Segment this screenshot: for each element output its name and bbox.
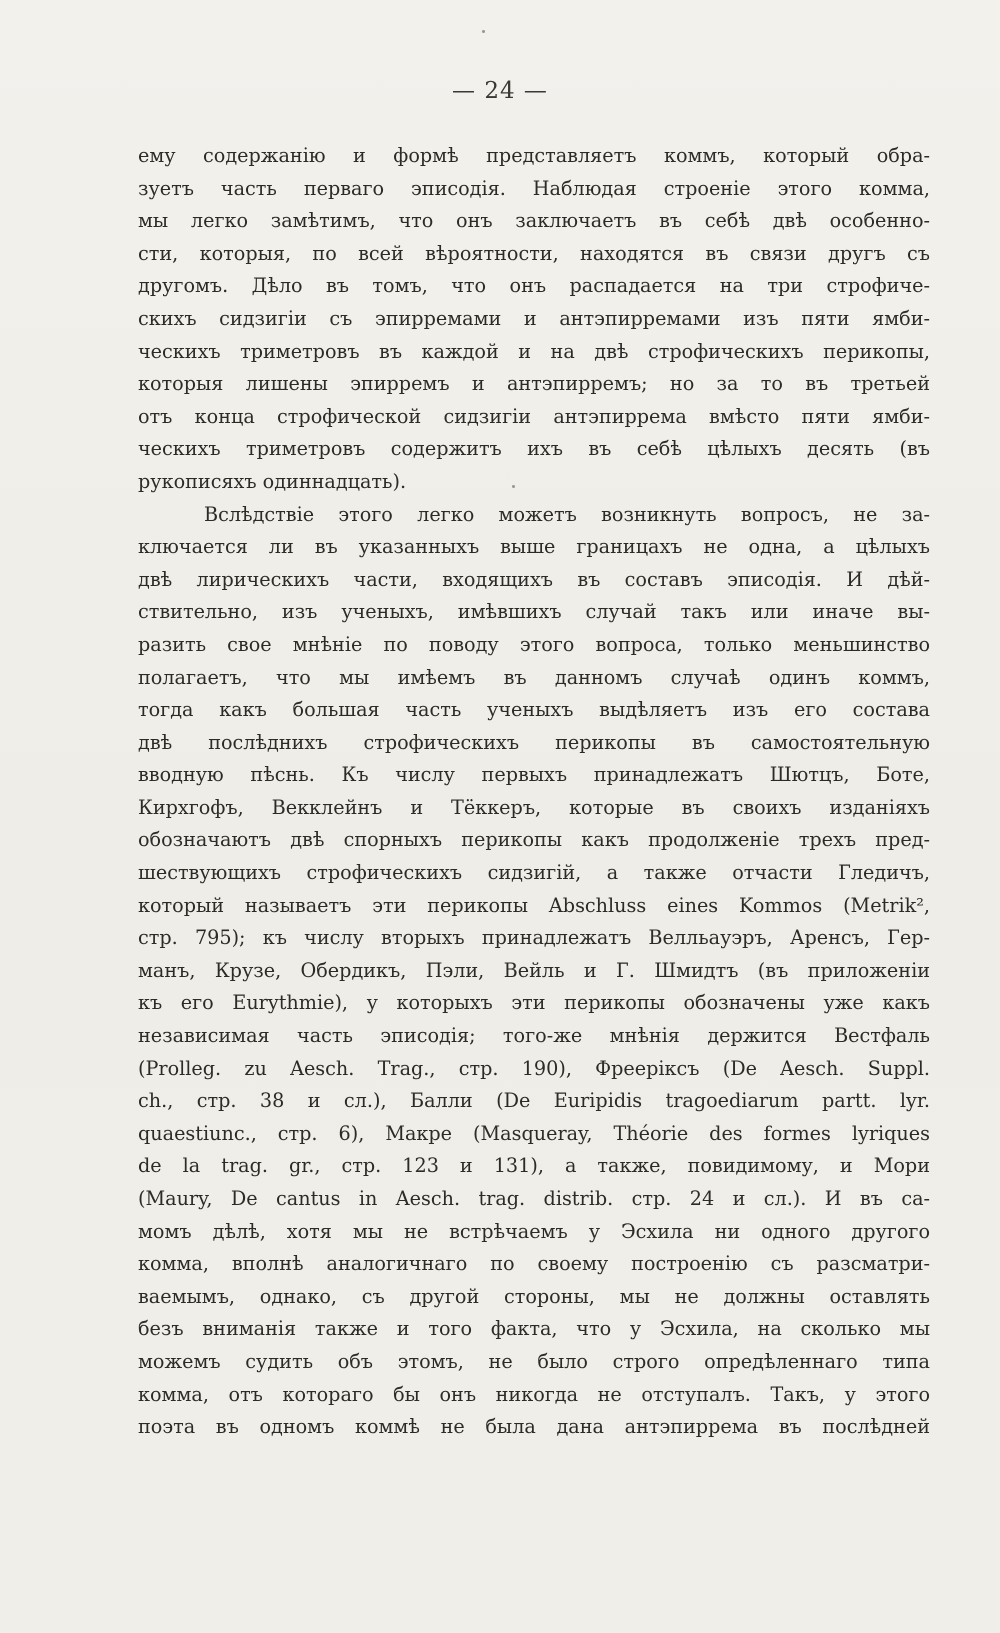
text-line: шествующихъ строфическихъ сидзигій, а также отчасти Гледичъ, (138, 861, 930, 885)
text-line: манъ, Крузе, Обердикъ, Пэли, Вейль и Г. Шмидтъ (въ приложеніи (138, 958, 930, 982)
text-line: de la trag. gr., стр. 123 и 131), а также, повидимому, и Мори (138, 1154, 930, 1178)
text-line: стр. 795); къ числу вторыхъ принадлежатъ Велльауэръ, Аренсъ, Гер- (138, 926, 930, 950)
text-line: зуетъ часть перваго эписодія. Наблюдая строеніе этого комма, (138, 176, 930, 200)
text-line: полагаетъ, что мы имѣемъ въ данномъ случаѣ одинъ коммъ, (138, 665, 930, 689)
text-line: можемъ судить объ этомъ, не было строго опредѣленнаго типа (138, 1349, 930, 1373)
text-line: ствительно, изъ ученыхъ, имѣвшихъ случай такъ или иначе вы- (138, 600, 930, 624)
text-line: независимая часть эписодія; того-же мнѣнія держится Вестфаль (138, 1024, 930, 1048)
text-line: двѣ лирическихъ части, входящихъ въ составъ эписодія. И дѣй- (138, 567, 930, 591)
text-line: поэта въ одномъ коммѣ не была дана антэпиррема въ послѣдней (138, 1415, 930, 1439)
paper-speck (512, 485, 515, 488)
text-line: ваемымъ, однако, съ другой стороны, мы не должны оставлять (138, 1284, 930, 1308)
text-line: Вслѣдствіе этого легко можетъ возникнуть вопросъ, не за- (204, 502, 930, 526)
paper-speck (482, 30, 485, 33)
text-line: (Prolleg. zu Aesch. Trag., стр. 190), Фрееріксъ (De Aesch. Suppl. (138, 1056, 930, 1080)
text-line: разить свое мнѣніе по поводу этого вопроса, только меньшинство (138, 632, 930, 656)
text-line: мы легко замѣтимъ, что онъ заключаетъ въ себѣ двѣ особенно- (138, 209, 930, 233)
text-line: Кирхгофъ, Векклейнъ и Тёккеръ, которые въ своихъ изданіяхъ (138, 795, 930, 819)
text-line: двѣ послѣднихъ строфическихъ перикопы въ самостоятельную (138, 730, 930, 754)
text-line: къ его Eurythmie), у которыхъ эти перикопы обозначены уже какъ (138, 991, 930, 1015)
text-line: отъ конца строфической сидзигіи антэпиррема вмѣсто пяти ямби- (138, 404, 930, 428)
text-line: скихъ сидзигіи съ эпирремами и антэпирремами изъ пяти ямби- (138, 306, 930, 330)
text-line: ch., стр. 38 и сл.), Балли (De Euripidis tragoediarum partt. lyr. (138, 1089, 930, 1113)
page-number: — 24 — (452, 78, 548, 104)
text-line: который называетъ эти перикопы Abschluss eines Kommos (Metrik², (138, 893, 930, 917)
text-line: обозначаютъ двѣ спорныхъ перикопы какъ продолженіе трехъ пред- (138, 828, 930, 852)
text-line: ческихъ триметровъ въ каждой и на двѣ строфическихъ перикопы, (138, 339, 930, 363)
text-line: ключается ли въ указанныхъ выше границахъ не одна, а цѣлыхъ (138, 535, 930, 559)
body-text (138, 140, 930, 1444)
text-line: вводную пѣснь. Къ числу первыхъ принадлежатъ Шютцъ, Боте, (138, 763, 930, 787)
text-line: комма, вполнѣ аналогичнаго по своему построенію съ разсматри- (138, 1252, 930, 1276)
text-line: сти, которыя, по всей вѣроятности, находятся въ связи другъ съ (138, 241, 930, 265)
text-line: которыя лишены эпирремъ и антэпирремъ; но за то въ третьей (138, 372, 930, 396)
text-line: другомъ. Дѣло въ томъ, что онъ распадается на три строфиче- (138, 274, 930, 298)
text-line: quaestiunc., стр. 6), Макре (Masqueray, Théorie des formes lyriques (138, 1121, 930, 1145)
text-line: (Maury, De cantus in Aesch. trag. distrib. стр. 24 и сл.). И въ са- (138, 1187, 930, 1210)
text-line: безъ вниманія также и того факта, что у Эсхила, на сколько мы (138, 1317, 930, 1341)
text-line: комма, отъ котораго бы онъ никогда не отступалъ. Такъ, у этого (138, 1382, 930, 1406)
text-line: ческихъ триметровъ содержитъ ихъ въ себѣ цѣлыхъ десять (въ (138, 437, 930, 461)
text-line: момъ дѣлѣ, хотя мы не встрѣчаемъ у Эсхила ни одного другого (138, 1219, 930, 1243)
text-line: тогда какъ большая часть ученыхъ выдѣляетъ изъ его состава (138, 698, 930, 722)
text-line: ему содержанію и формѣ представляетъ коммъ, который обра- (138, 144, 930, 167)
text-line: рукописяхъ одиннадцать). (138, 469, 407, 493)
